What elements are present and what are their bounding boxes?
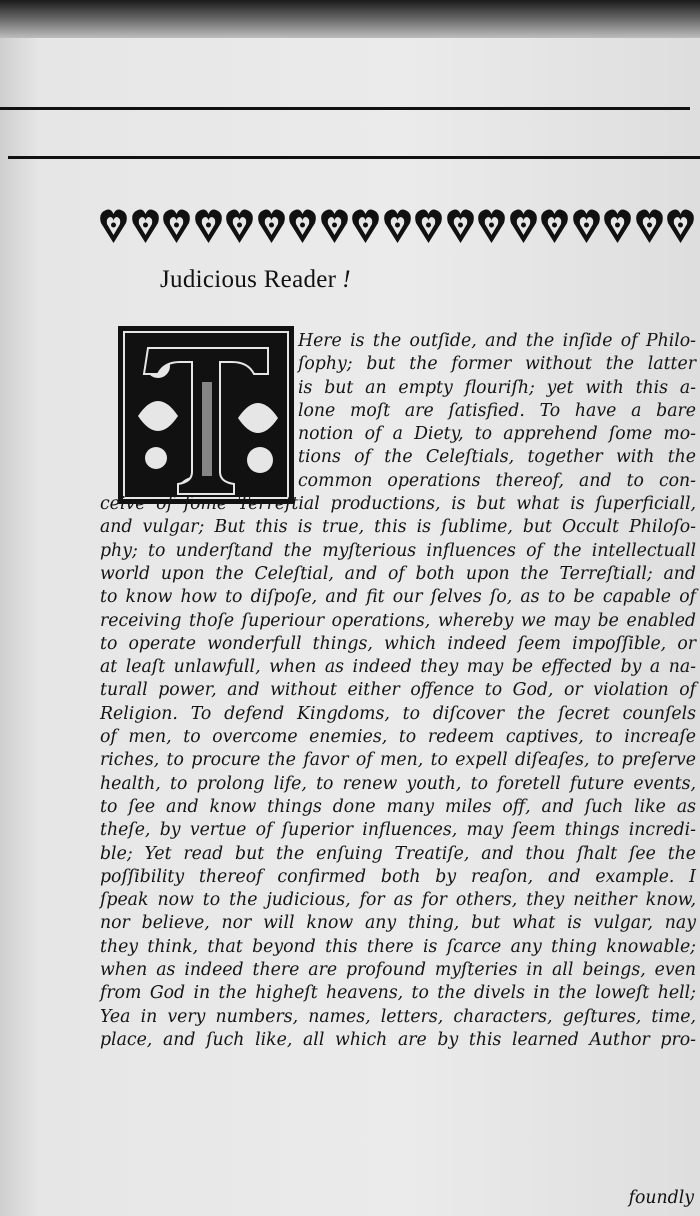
second-rule bbox=[8, 156, 700, 159]
text-line: they think, that beyond this there is ſcarce any thing knowable; bbox=[100, 936, 696, 957]
fleuron-icon bbox=[161, 205, 192, 245]
text-line: receiving thoſe ſuperiour operations, whereby we may be enabled bbox=[100, 610, 696, 631]
fleuron-icon bbox=[382, 205, 413, 245]
text-line: is but an empty flouriſh; yet with this a- bbox=[298, 377, 696, 398]
fleuron-icon bbox=[634, 205, 665, 245]
text-line: Religion. To defend Kingdoms, to diſcover the ſecret counſels bbox=[100, 703, 696, 724]
top-rule bbox=[0, 107, 690, 110]
text-line: Yea in very numbers, names, letters, characters, geſtures, time, bbox=[100, 1006, 696, 1027]
fleuron-icon bbox=[350, 205, 381, 245]
text-line: from God in the higheſt heavens, to the divels in the loweſt hell; bbox=[100, 983, 696, 1004]
fleuron-ornament-row bbox=[98, 204, 696, 246]
heading-exclamation: ! bbox=[342, 266, 351, 293]
text-line: theſe, by vertue of ſuperior influences, may ſeem things incredi- bbox=[100, 820, 696, 841]
fleuron-icon bbox=[413, 205, 444, 245]
fleuron-icon bbox=[508, 205, 539, 245]
text-line: poſſibility thereof confirmed both by reaſon, and example. I bbox=[100, 866, 696, 887]
catchword: foundly bbox=[628, 1188, 694, 1208]
text-line: when as indeed there are profound myſteries in all beings, even bbox=[100, 960, 696, 981]
text-line: ble; Yet read but the enſuing Treatiſe, and thou ſhalt ſee the bbox=[100, 843, 696, 864]
fleuron-icon bbox=[256, 205, 287, 245]
page-heading bbox=[160, 266, 351, 294]
text-line: ſpeak now to the judicious, for as for others, they neither know, bbox=[100, 890, 696, 911]
fleuron-icon bbox=[193, 205, 224, 245]
text-line: ſophy; but the former without the latter bbox=[298, 354, 696, 375]
fleuron-icon bbox=[571, 205, 602, 245]
text-line: ceive of ſome Terreſtial productions, is but what is ſuperficiall, bbox=[100, 494, 696, 515]
text-line: to know how to diſpoſe, and fit our ſelves ſo, as to be capable of bbox=[100, 587, 696, 608]
fleuron-icon bbox=[539, 205, 570, 245]
text-line: world upon the Celeſtial, and of both upon the Terreſtiall; and bbox=[100, 563, 696, 584]
fleuron-icon bbox=[319, 205, 350, 245]
text-line: Here is the outſide, and the inſide of Philo- bbox=[298, 331, 696, 351]
fleuron-icon bbox=[224, 205, 255, 245]
fleuron-icon bbox=[98, 205, 129, 245]
text-line: common operations thereof, and to con- bbox=[298, 470, 696, 491]
text-line: turall power, and without either offence to God, or violation of bbox=[100, 680, 696, 701]
text-line: place, and ſuch like, all which are by this learned Author pro- bbox=[100, 1029, 696, 1050]
text-line: notion of a Diety, to apprehend ſome mo- bbox=[298, 424, 696, 445]
fleuron-icon bbox=[476, 205, 507, 245]
fleuron-icon bbox=[602, 205, 633, 245]
text-line: phy; to underſtand the myſterious influences of the intellectuall bbox=[100, 540, 696, 561]
text-line: health, to prolong life, to renew youth, to foretell future events, bbox=[100, 773, 696, 794]
text-line: nor believe, nor will know any thing, but what is vulgar, nay bbox=[100, 913, 696, 934]
text-line: at leaſt unlawfull, when as indeed they may be effected by a na- bbox=[100, 657, 696, 678]
text-line: riches, to procure the favor of men, to expell diſeaſes, to preſerve bbox=[100, 750, 696, 771]
text-line: and vulgar; But this is true, this is ſublime, but Occult Philoſo- bbox=[100, 517, 696, 538]
text-line: to operate wonderfull things, which indeed ſeem impoſſible, or bbox=[100, 633, 696, 654]
fleuron-icon bbox=[665, 205, 696, 245]
fleuron-icon bbox=[130, 205, 161, 245]
fleuron-icon bbox=[445, 205, 476, 245]
heading-title: Judicious Reader bbox=[160, 266, 337, 293]
previous-page-shadow bbox=[0, 0, 700, 38]
text-line: tions of the Celeſtials, together with the bbox=[298, 447, 696, 468]
text-line: of men, to overcome enemies, to redeem captives, to increaſe bbox=[100, 727, 696, 748]
fleuron-icon bbox=[287, 205, 318, 245]
body-paragraph bbox=[100, 330, 696, 1052]
text-line: to ſee and know things done many miles off, and ſuch like as bbox=[100, 796, 696, 817]
text-line: lone moſt are ſatisfied. To have a bare bbox=[298, 400, 696, 421]
